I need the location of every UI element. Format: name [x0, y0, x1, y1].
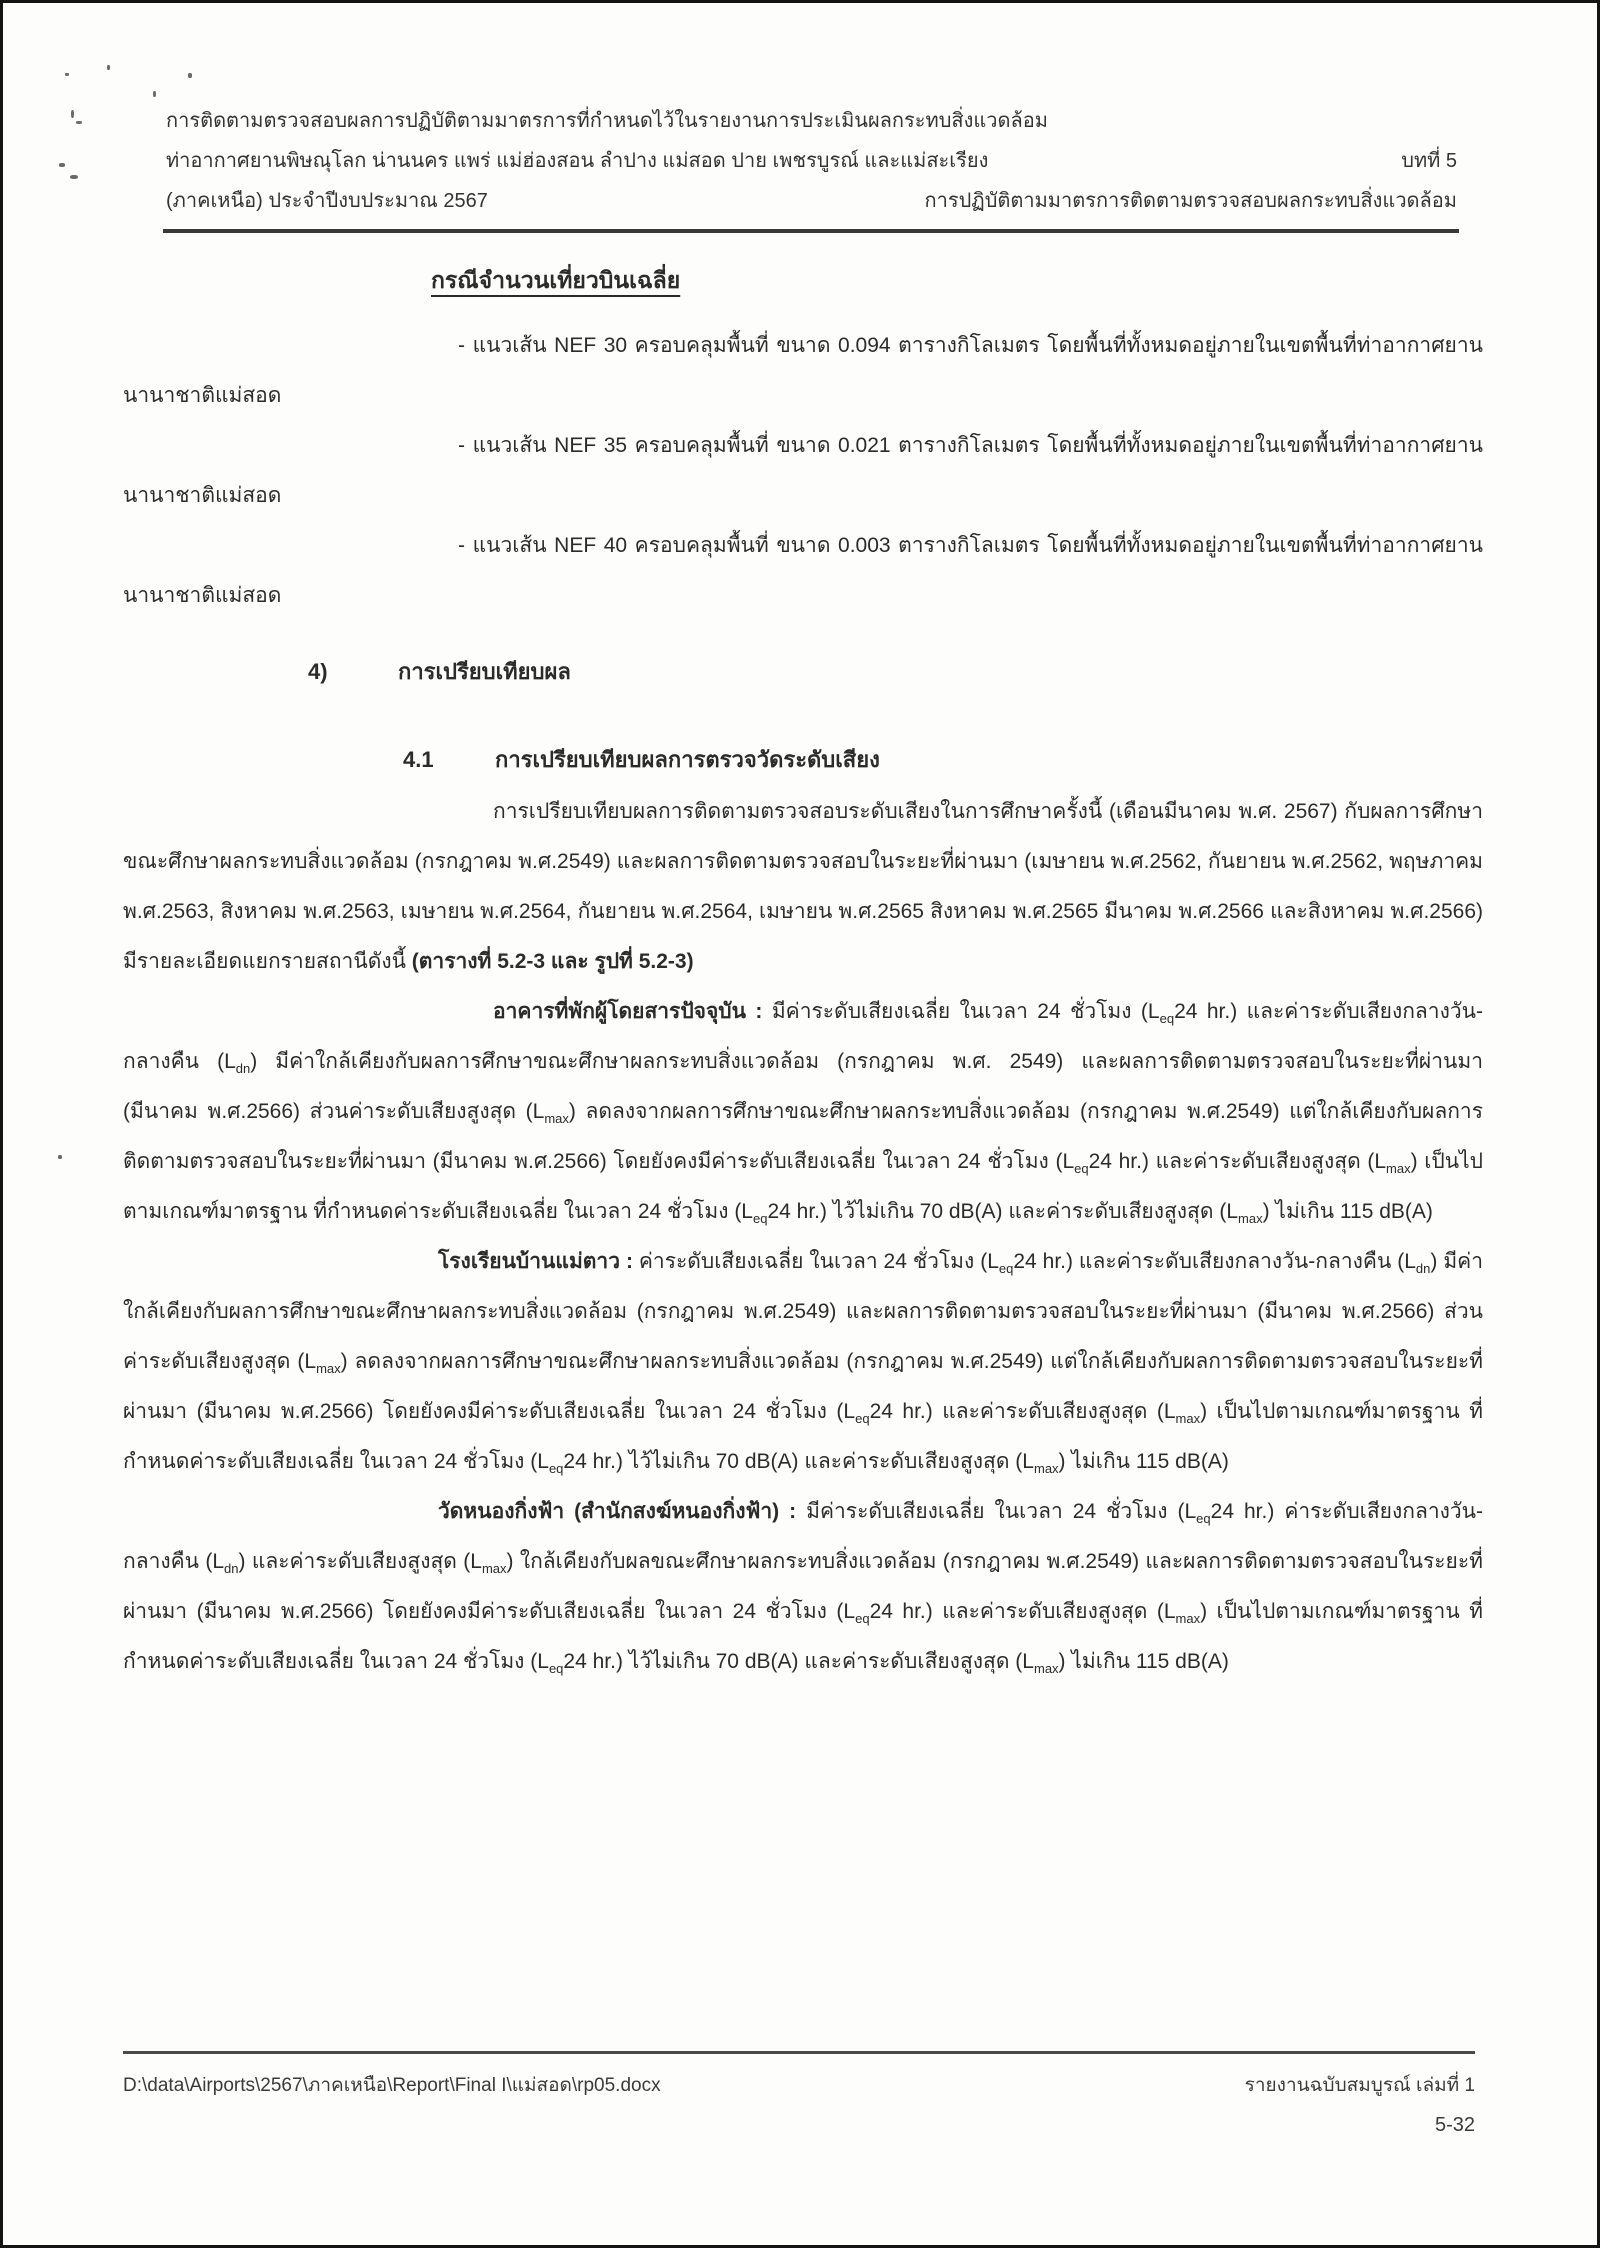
- header-fiscal-year: (ภาคเหนือ) ประจำปีงบประมาณ 2567: [166, 190, 488, 212]
- case-heading: กรณีจำนวนเที่ยวบินเฉลี่ย: [431, 267, 681, 293]
- document-body: [123, 243, 1483, 1687]
- bullet-nef-40: - แนวเส้น NEF 40 ครอบคลุมพื้นที่ ขนาด 0.003 ตารางกิโลเมตร โดยพื้นที่ทั้งหมดอยู่ภายในเขตพื้นที่ท่าอากาศยานนานาชาติแม่สอด: [123, 534, 1483, 607]
- paragraph-terminal-station: อาคารที่พักผู้โดยสารปัจจุบัน : มีค่าระดับเสียงเฉลี่ย ในเวลา 24 ชั่วโมง ($L_{eq}24$ hr.) และค่าระดับเสียงกลางวัน-กลางคืน $(L_{dn})$ มีค่าใกล้เคียงกับผลการศึกษาขณะศึกษาผลกระทบสิ่งแวดล้อม (กรกฎาคม พ.ศ. 2549) และผลการติดตามตรวจสอบในระยะที่ผ่านมา (มีนาคม พ.ศ.2566) ส่วนค่าระดับเสียงสูงสุด $(L_{max})$ ลดลงจากผลการศึกษาขณะศึกษาผลกระทบสิ่งแวดล้อม (กรกฎาคม พ.ศ.2549) แต่ใกล้เคียงกับผลการติดตามตรวจสอบในระยะที่ผ่านมา (มีนาคม พ.ศ.2566) โดยยังคงมีค่าระดับเสียงเฉลี่ย ในเวลา 24 ชั่วโมง ($L_{eq}24$ hr.) และค่าระดับเสียงสูงสุด $(L_{max})$ เป็นไปตามเกณฑ์มาตรฐาน ที่กำหนดค่าระดับเสียงเฉลี่ย ในเวลา 24 ชั่วโมง ($L_{eq}24$ hr.) ไว้ไม่เกิน 70 dB(A) และค่าระดับเสียงสูงสุด $(L_{max})$ ไม่เกิน 115 dB(A): [123, 1000, 1483, 1227]
- header-chapter-title: การปฏิบัติตามมาตรการติดตามตรวจสอบผลกระทบสิ่งแวดล้อม: [924, 190, 1457, 212]
- scan-speckle: [58, 1155, 62, 1159]
- scan-speckle: [70, 175, 78, 179]
- bullet-nef-30: - แนวเส้น NEF 30 ครอบคลุมพื้นที่ ขนาด 0.094 ตารางกิโลเมตร โดยพื้นที่ทั้งหมดอยู่ภายในเขตพื้นที่ท่าอากาศยานนานาชาติแม่สอด: [123, 334, 1483, 407]
- page-footer: [123, 2051, 1475, 2137]
- page-header: [166, 101, 1457, 221]
- section-4-heading: [123, 647, 1483, 697]
- scan-speckle: [188, 73, 192, 78]
- scan-speckle: [107, 65, 110, 70]
- scan-speckle: [65, 73, 69, 76]
- section-4-1-title: การเปรียบเทียบผลการตรวจวัดระดับเสียง: [495, 747, 880, 772]
- section-4-number: 4): [308, 659, 328, 684]
- header-line-1: การติดตามตรวจสอบผลการปฏิบัติตามมาตรการที่กำหนดไว้ในรายงานการประเมินผลกระทบสิ่งแวดล้อม: [166, 110, 1048, 132]
- paragraph-comparison-intro: การเปรียบเทียบผลการติดตามตรวจสอบระดับเสียงในการศึกษาครั้งนี้ (เดือนมีนาคม พ.ศ. 2567) กับผลการศึกษาขณะศึกษาผลกระทบสิ่งแวดล้อม (กรกฎาคม พ.ศ.2549) และผลการติดตามตรวจสอบในระยะที่ผ่านมา (เมษายน พ.ศ.2562, กันยายน พ.ศ.2562, พฤษภาคม พ.ศ.2563, สิงหาคม พ.ศ.2563, เมษายน พ.ศ.2564, กันยายน พ.ศ.2564, เมษายน พ.ศ.2565 สิงหาคม พ.ศ.2565 มีนาคม พ.ศ.2566 และสิงหาคม พ.ศ.2566) มีรายละเอียดแยกรายสถานีดังนี้ (ตารางที่ 5.2-3 และ รูปที่ 5.2-3): [123, 800, 1483, 973]
- paragraph-maetao-school: โรงเรียนบ้านแม่ตาว : ค่าระดับเสียงเฉลี่ย ในเวลา 24 ชั่วโมง ($L_{eq}24$ hr.) และค่าระดับเสียงกลางวัน-กลางคืน $(L_{dn})$ มีค่าใกล้เคียงกับผลการศึกษาขณะศึกษาผลกระทบสิ่งแวดล้อม (กรกฎาคม พ.ศ.2549) และผลการติดตามตรวจสอบในระยะที่ผ่านมา (มีนาคม พ.ศ.2566) ส่วนค่าระดับเสียงสูงสุด $(L_{max})$ ลดลงจากผลการศึกษาขณะศึกษาผลกระทบสิ่งแวดล้อม (กรกฎาคม พ.ศ.2549) แต่ใกล้เคียงกับผลการติดตามตรวจสอบในระยะที่ผ่านมา (มีนาคม พ.ศ.2566) โดยยังคงมีค่าระดับเสียงเฉลี่ย ในเวลา 24 ชั่วโมง ($L_{eq}24$ hr.) และค่าระดับเสียงสูงสุด $(L_{max})$ เป็นไปตามเกณฑ์มาตรฐาน ที่กำหนดค่าระดับเสียงเฉลี่ย ในเวลา 24 ชั่วโมง ($L_{eq}24$ hr.) ไว้ไม่เกิน 70 dB(A) และค่าระดับเสียงสูงสุด $(L_{max})$ ไม่เกิน 115 dB(A): [123, 1250, 1483, 1477]
- section-4-1-number: 4.1: [403, 747, 434, 772]
- footer-file-path: D:\data\Airports\2567\ภาคเหนือ\Report\Final I\แม่สอด\rp05.docx: [123, 2075, 661, 2096]
- scan-speckle: [153, 91, 156, 97]
- scan-speckle: [71, 110, 74, 118]
- header-airports-list: ท่าอากาศยานพิษณุโลก น่านนคร แพร่ แม่ฮ่องสอน ลำปาง แม่สอด ปาย เพชรบูรณ์ และแม่สะเรียง: [166, 150, 989, 172]
- scan-speckle: [76, 121, 82, 124]
- scan-speckle: [59, 163, 65, 167]
- header-chapter-label: บทที่ 5: [1401, 150, 1457, 172]
- section-4-1-heading: [123, 735, 1483, 785]
- footer-report-label: รายงานฉบับสมบูรณ์ เล่มที่ 1: [1244, 2075, 1475, 2096]
- paragraph-nongkingfa-temple: วัดหนองกิ่งฟ้า (สำนักสงฆ์หนองกิ่งฟ้า) : มีค่าระดับเสียงเฉลี่ย ในเวลา 24 ชั่วโมง ($L_{eq}24$ hr.) ค่าระดับเสียงกลางวัน-กลางคืน $(L_{dn})$ และค่าระดับเสียงสูงสุด $(L_{max})$ ใกล้เคียงกับผลขณะศึกษาผลกระทบสิ่งแวดล้อม (กรกฎาคม พ.ศ.2549) และผลการติดตามตรวจสอบในระยะที่ผ่านมา (มีนาคม พ.ศ.2566) โดยยังคงมีค่าระดับเสียงเฉลี่ย ในเวลา 24 ชั่วโมง ($L_{eq}24$ hr.) และค่าระดับเสียงสูงสุด $(L_{max})$ เป็นไปตามเกณฑ์มาตรฐาน ที่กำหนดค่าระดับเสียงเฉลี่ย ในเวลา 24 ชั่วโมง ($L_{eq}24$ hr.) ไว้ไม่เกิน 70 dB(A) และค่าระดับเสียงสูงสุด $(L_{max})$ ไม่เกิน 115 dB(A): [123, 1500, 1484, 1677]
- header-divider: [163, 229, 1459, 233]
- bullet-nef-35: - แนวเส้น NEF 35 ครอบคลุมพื้นที่ ขนาด 0.021 ตารางกิโลเมตร โดยพื้นที่ทั้งหมดอยู่ภายในเขตพื้นที่ท่าอากาศยานนานาชาติแม่สอด: [123, 434, 1483, 507]
- section-4-title: การเปรียบเทียบผล: [398, 659, 571, 684]
- footer-page-number: 5-32: [1434, 2114, 1475, 2136]
